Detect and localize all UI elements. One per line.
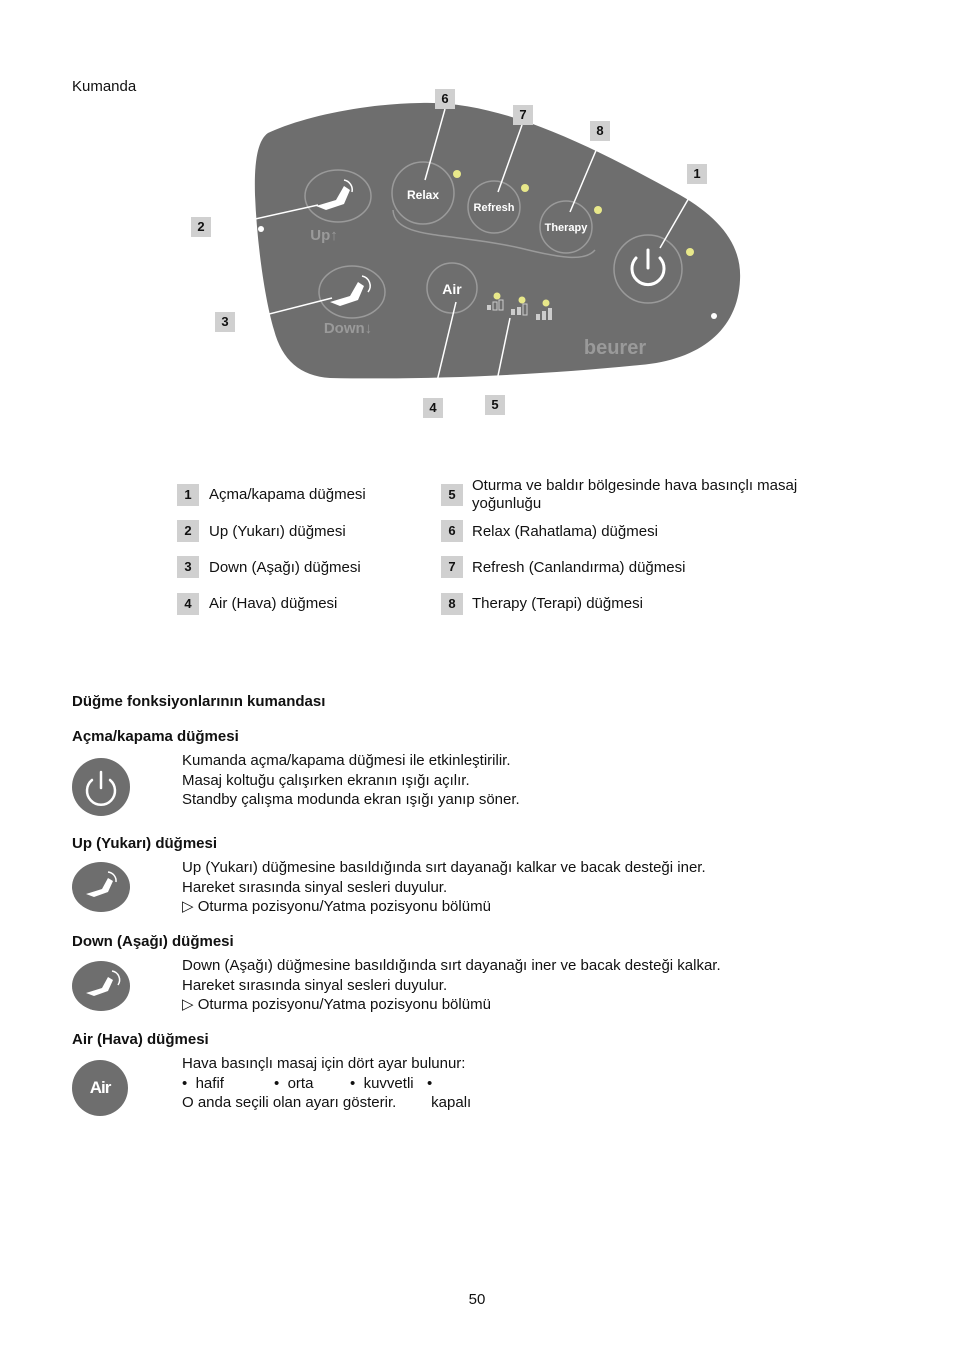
- power-button[interactable]: [614, 235, 682, 303]
- section-title-kumanda: Kumanda: [72, 78, 137, 95]
- legend-text-5: Oturma ve baldır bölgesinde hava basınçlı masaj yoğunluğu: [472, 477, 798, 512]
- air-option-1: • hafif: [182, 1074, 224, 1092]
- power-led: [686, 248, 694, 256]
- page-number: 50: [468, 1291, 486, 1308]
- power-heading: Açma/kapama düğmesi: [72, 728, 239, 745]
- legend-text-8: Therapy (Terapi) düğmesi: [472, 595, 643, 612]
- legend-num-4: 4: [177, 593, 199, 615]
- callout-7: 7: [513, 105, 533, 125]
- down-line-3: ▷ Oturma pozisyonu/Yatma pozisyonu bölümü: [182, 996, 491, 1013]
- callout-8: 8: [590, 121, 610, 141]
- legend-num-3: 3: [177, 556, 199, 578]
- air-heading: Air (Hava) düğmesi: [72, 1031, 209, 1048]
- air-description: [182, 1054, 472, 1113]
- legend-text-3: Down (Aşağı) düğmesi: [209, 559, 361, 576]
- air-icon-label: Air: [89, 1078, 111, 1097]
- air-outro: O anda seçili olan ayarı gösterir.: [182, 1094, 397, 1111]
- up-label: Up↑: [310, 227, 338, 244]
- legend-text-1: Açma/kapama düğmesi: [209, 486, 366, 503]
- down-heading: Down (Aşağı) düğmesi: [72, 933, 234, 950]
- power-line-1: Kumanda açma/kapama düğmesi ile etkinleştirilir.: [182, 752, 511, 769]
- therapy-led: [594, 206, 602, 214]
- callout-6: 6: [435, 89, 455, 109]
- callout-5: 5: [485, 395, 505, 415]
- air-option-3: • kuvvetli: [350, 1074, 414, 1092]
- brand-logo: beurer: [583, 337, 647, 359]
- legend-text-7: Refresh (Canlandırma) düğmesi: [472, 559, 686, 576]
- refresh-led: [521, 184, 529, 192]
- up-heading: Up (Yukarı) düğmesi: [72, 835, 218, 852]
- functions-title: Düğme fonksiyonlarının kumandası: [72, 693, 326, 710]
- callout-4: 4: [423, 398, 443, 418]
- air-label: Air: [442, 281, 462, 297]
- up-line-3: ▷ Oturma pozisyonu/Yatma pozisyonu bölümü: [182, 898, 491, 915]
- legend-num-7: 7: [441, 556, 463, 578]
- air-icon: [72, 1060, 128, 1116]
- relax-button[interactable]: [392, 162, 454, 224]
- power-description: [182, 751, 520, 810]
- therapy-label: Therapy: [544, 222, 588, 234]
- refresh-button[interactable]: [468, 181, 520, 233]
- callout-1: 1: [687, 164, 707, 184]
- legend-num-5: 5: [441, 484, 463, 506]
- down-line-1: Down (Aşağı) düğmesine basıldığında sırt dayanağı iner ve bacak desteği kalkar.: [182, 957, 721, 974]
- up-line-2: Hareket sırasında sinyal sesleri duyulur.: [182, 878, 448, 896]
- power-line-3: Standby çalışma modunda ekran ışığı yanıp söner.: [182, 791, 520, 808]
- therapy-button[interactable]: [540, 201, 592, 253]
- down-label: Down↓: [323, 320, 373, 337]
- relax-label: Relax: [406, 188, 440, 202]
- air-option-2: • orta: [274, 1074, 314, 1092]
- legend-text-4: Air (Hava) düğmesi: [209, 595, 338, 612]
- down-line-2: Hareket sırasında sinyal sesleri duyulur.: [182, 976, 448, 994]
- down-description: [182, 956, 721, 1015]
- callout-3: 3: [215, 312, 235, 332]
- relax-led: [453, 170, 461, 178]
- up-description: [182, 858, 706, 917]
- legend-text-2: Up (Yukarı) düğmesi: [209, 523, 346, 540]
- air-button[interactable]: [427, 263, 477, 313]
- air-intro: Hava basınçlı masaj için dört ayar bulunur:: [182, 1055, 466, 1072]
- legend-num-2: 2: [177, 520, 199, 542]
- chair-up-icon: [72, 862, 130, 912]
- air-option-4: • kapalı: [427, 1074, 472, 1111]
- up-line-1: Up (Yukarı) düğmesine basıldığında sırt dayanağı kalkar ve bacak desteği iner.: [182, 859, 706, 876]
- remote-diagram: [0, 0, 954, 440]
- legend-num-1: 1: [177, 484, 199, 506]
- callout-2: 2: [191, 217, 211, 237]
- legend-num-8: 8: [441, 593, 463, 615]
- legend-num-6: 6: [441, 520, 463, 542]
- legend-text-6: Relax (Rahatlama) düğmesi: [472, 523, 658, 540]
- refresh-label: Refresh: [473, 202, 515, 214]
- power-line-2: Masaj koltuğu çalışırken ekranın ışığı açılır.: [182, 771, 470, 789]
- power-icon: [72, 758, 130, 816]
- chair-down-icon: [72, 961, 130, 1011]
